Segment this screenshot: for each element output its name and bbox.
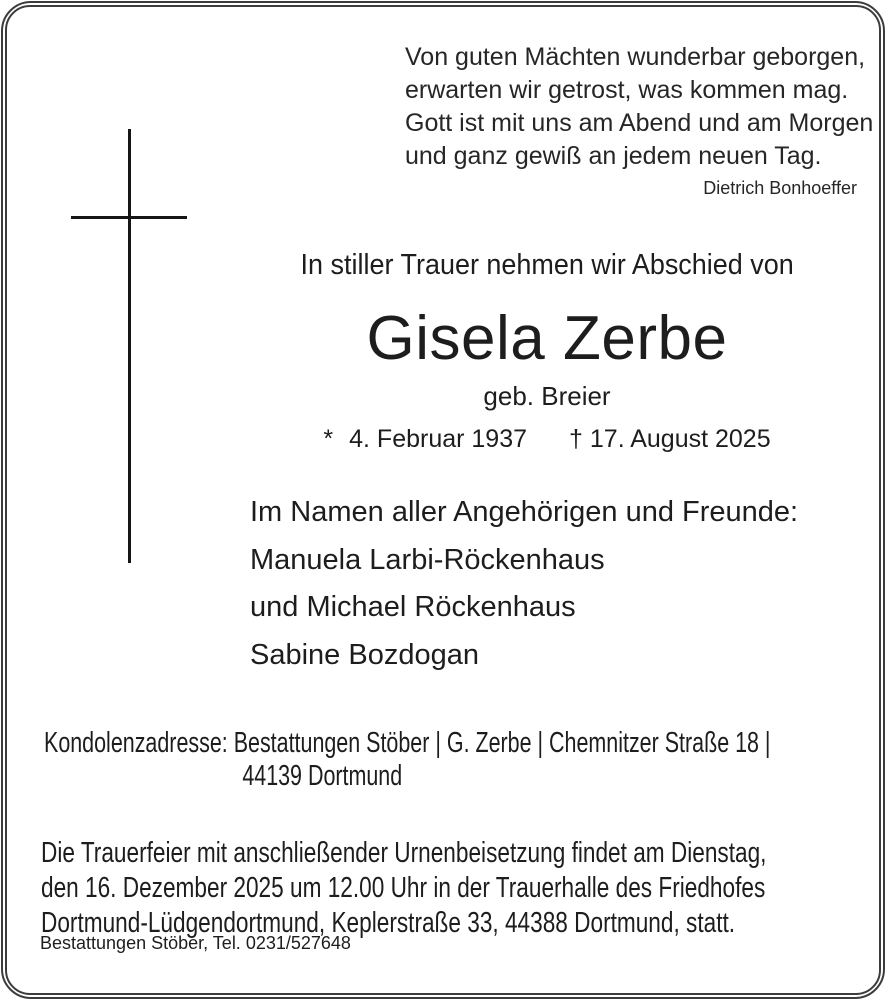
funeral-home-contact: Bestattungen Stöber, Tel. 0231/527648 [40,933,351,953]
birth-symbol: * [323,425,334,453]
funeral-line: Dortmund-Lüdgendortmund, Keplerstraße 33, 44388 Dortmund, statt. [41,907,736,939]
death-symbol: † [569,425,583,453]
condolence-address-value: Bestattungen Stöber | G. Zerbe | Chemnitzer Straße 18 | [233,727,771,759]
mourners-heading: Im Namen aller Angehörigen und Freunde: [250,496,799,528]
cross-horizontal-bar [71,216,187,219]
funeral-line: den 16. Dezember 2025 um 12.00 Uhr in der Trauerhalle des Friedhofes [41,872,766,904]
memorial-quote [405,41,875,199]
condolence-city: 44139 Dortmund [242,760,403,793]
quote-line: Von guten Mächten wunderbar geborgen, [405,43,866,71]
condolence-label: Kondolenzadresse: [44,727,228,759]
life-dates [207,424,886,454]
quote-line: Gott ist mit uns am Abend und am Morgen [405,109,874,137]
condolence-address-line [44,727,858,760]
cross-vertical-bar [128,129,131,563]
deceased-name: Gisela Zerbe [366,304,728,373]
condolence-address [44,727,858,794]
mourner-name: Sabine Bozdogan [250,639,479,672]
maiden-name: geb. Breier [483,381,611,411]
quote-attribution: Dietrich Bonhoeffer [703,178,857,198]
funeral-line: Die Trauerfeier mit anschließender Urnenbeisetzung findet am Dienstag, [41,837,767,869]
birth-date: 4. Februar 1937 [349,425,528,453]
quote-line: und ganz gewiß an jedem neuen Tag. [405,142,822,170]
mourner-name: Manuela Larbi-Röckenhaus [250,543,605,576]
quote-line: erwarten wir getrost, was kommen mag. [405,76,849,104]
death-date: † 17. August 2025 [569,425,771,453]
mourners-list [250,489,798,680]
funeral-details [41,836,886,941]
intro-line: In stiller Trauer nehmen wir Abschied von [300,249,794,281]
mourner-name: und Michael Röckenhaus [250,591,576,624]
